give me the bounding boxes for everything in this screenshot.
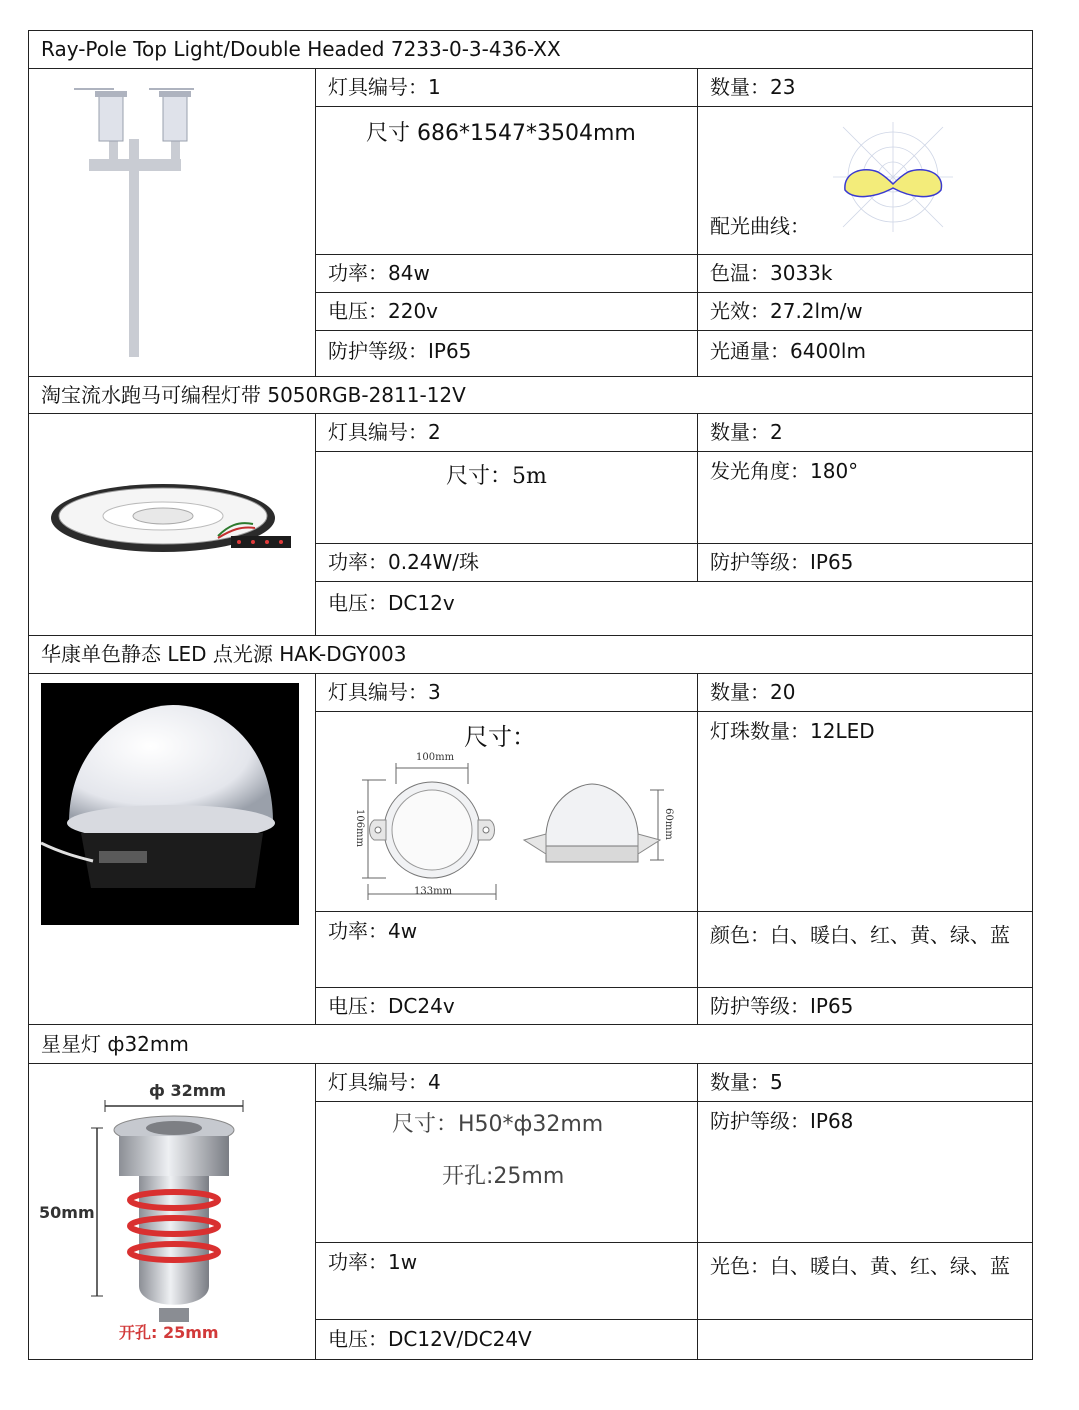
product-3-voltage-cell: [315, 987, 698, 1025]
product-1-flux: 光通量：6400lm: [710, 339, 866, 363]
product-2-title: 淘宝流水跑马可编程灯带 5050RGB-2811-12V: [41, 383, 466, 407]
product-1-number-cell: [315, 68, 698, 107]
product-1-quantity: 数量：23: [710, 75, 796, 99]
product-3-colors-cell: [697, 911, 1033, 988]
dim-60: 60mm: [662, 808, 674, 840]
product-1-size: 尺寸 686*1547*3504mm: [366, 121, 636, 146]
product-4-size-cell: [315, 1101, 698, 1243]
product-3-led-count: 灯珠数量：12LED: [710, 719, 875, 743]
star-light-hole-label: 开孔: 25mm: [119, 1323, 219, 1342]
product-2-power: 功率：0.24W/珠: [328, 550, 480, 574]
led-dome-point-light-image: [41, 683, 299, 925]
product-4-title: 星星灯 ф32mm: [41, 1032, 189, 1056]
product-1-title: Ray-Pole Top Light/Double Headed 7233-0-3-436-XX: [41, 37, 561, 61]
led-strip-reel-image: [43, 476, 293, 566]
product-1-quantity-cell: [697, 68, 1033, 107]
product-3-voltage: 电压：DC24v: [328, 994, 455, 1018]
product-1-efficacy: 光效：27.2lm/w: [710, 299, 863, 323]
product-3-number-cell: [315, 673, 698, 712]
product-2-protection-cell: [697, 543, 1033, 582]
product-3-power: 功率：4w: [328, 919, 418, 943]
product-4-quantity: 数量：5: [710, 1070, 783, 1094]
product-1-title-cell: [28, 30, 1033, 69]
product-1-protection-cell: [315, 330, 698, 377]
product-4-number: 灯具编号：4: [328, 1070, 441, 1094]
product-2-angle: 发光角度：180°: [710, 459, 859, 483]
product-1-image-cell: [28, 68, 316, 377]
product-2-quantity-cell: [697, 413, 1033, 452]
product-1-beam-cell: [697, 106, 1033, 255]
product-4-number-cell: [315, 1063, 698, 1102]
product-1-color-temp-cell: [697, 254, 1033, 293]
product-1-number: 灯具编号：1: [328, 75, 441, 99]
product-1-beam-label: 配光曲线：: [710, 214, 810, 238]
product-3-title-cell: [28, 635, 1033, 674]
product-3-size: 尺寸：: [464, 723, 536, 751]
product-2-image-cell: [28, 413, 316, 636]
product-1-color-temp: 色温：3033k: [710, 261, 833, 285]
product-4-protection-cell: [697, 1101, 1033, 1243]
product-3-colors: 颜色：白、暖白、红、黄、绿、蓝: [710, 923, 1010, 947]
product-3-power-cell: [315, 911, 698, 988]
product-4-light-colors: 光色：白、暖白、黄、红、绿、蓝: [710, 1254, 1010, 1278]
product-2-angle-cell: [697, 451, 1033, 544]
double-head-pole-light-image: [69, 87, 199, 359]
product-2-quantity: 数量：2: [710, 420, 783, 444]
dim-100: 100mm: [416, 752, 455, 763]
product-4-title-cell: [28, 1024, 1033, 1064]
product-1-protection: 防护等级：IP65: [328, 339, 472, 363]
product-1-power-cell: [315, 254, 698, 293]
product-4-empty-cell: [697, 1319, 1033, 1360]
product-3-quantity-cell: [697, 673, 1033, 712]
product-2-title-cell: [28, 376, 1033, 414]
product-3-quantity: 数量：20: [710, 680, 796, 704]
product-2-power-cell: [315, 543, 698, 582]
spec-sheet: [28, 30, 1033, 1360]
product-3-title: 华康单色静态 LED 点光源 HAK-DGY003: [41, 642, 407, 666]
dim-106: 106mm: [354, 808, 366, 848]
product-3-protection: 防护等级：IP65: [710, 994, 854, 1018]
point-light-dimension-drawing: [346, 752, 676, 900]
product-1-efficacy-cell: [697, 292, 1033, 331]
product-2-protection: 防护等级：IP65: [710, 550, 854, 574]
product-4-hole: 开孔:25mm: [442, 1164, 565, 1189]
product-3-image-cell: [28, 673, 316, 1025]
product-2-number: 灯具编号：2: [328, 420, 441, 444]
product-2-voltage-cell: [315, 581, 1033, 636]
product-1-voltage: 电压：220v: [328, 299, 439, 323]
product-1-voltage-cell: [315, 292, 698, 331]
product-2-number-cell: [315, 413, 698, 452]
product-4-voltage-cell: [315, 1319, 698, 1360]
product-4-power-cell: [315, 1242, 698, 1320]
product-4-quantity-cell: [697, 1063, 1033, 1102]
beam-curve-diagram: [833, 122, 953, 232]
star-light-diameter-label: ф 32mm: [149, 1081, 227, 1100]
product-1-power: 功率：84w: [328, 261, 430, 285]
product-1-flux-cell: [697, 330, 1033, 377]
dim-133: 133mm: [414, 886, 453, 897]
product-4-voltage: 电压：DC12V/DC24V: [328, 1327, 532, 1351]
product-4-size: 尺寸：H50*ф32mm: [392, 1112, 604, 1137]
star-light-image: [39, 1076, 279, 1356]
product-3-number: 灯具编号：3: [328, 680, 441, 704]
product-3-size-cell: [315, 711, 698, 912]
product-4-light-colors-cell: [697, 1242, 1033, 1320]
product-2-size: 尺寸：5m: [446, 464, 547, 489]
product-2-size-cell: [315, 451, 698, 544]
product-4-protection: 防护等级：IP68: [710, 1109, 854, 1133]
product-3-led-count-cell: [697, 711, 1033, 912]
product-4-power: 功率：1w: [328, 1250, 418, 1274]
product-2-voltage: 电压：DC12v: [328, 591, 455, 615]
product-4-image-cell: [28, 1063, 316, 1360]
star-light-height-label: 50mm: [39, 1203, 95, 1222]
product-3-protection-cell: [697, 987, 1033, 1025]
product-1-size-cell: [315, 106, 698, 255]
